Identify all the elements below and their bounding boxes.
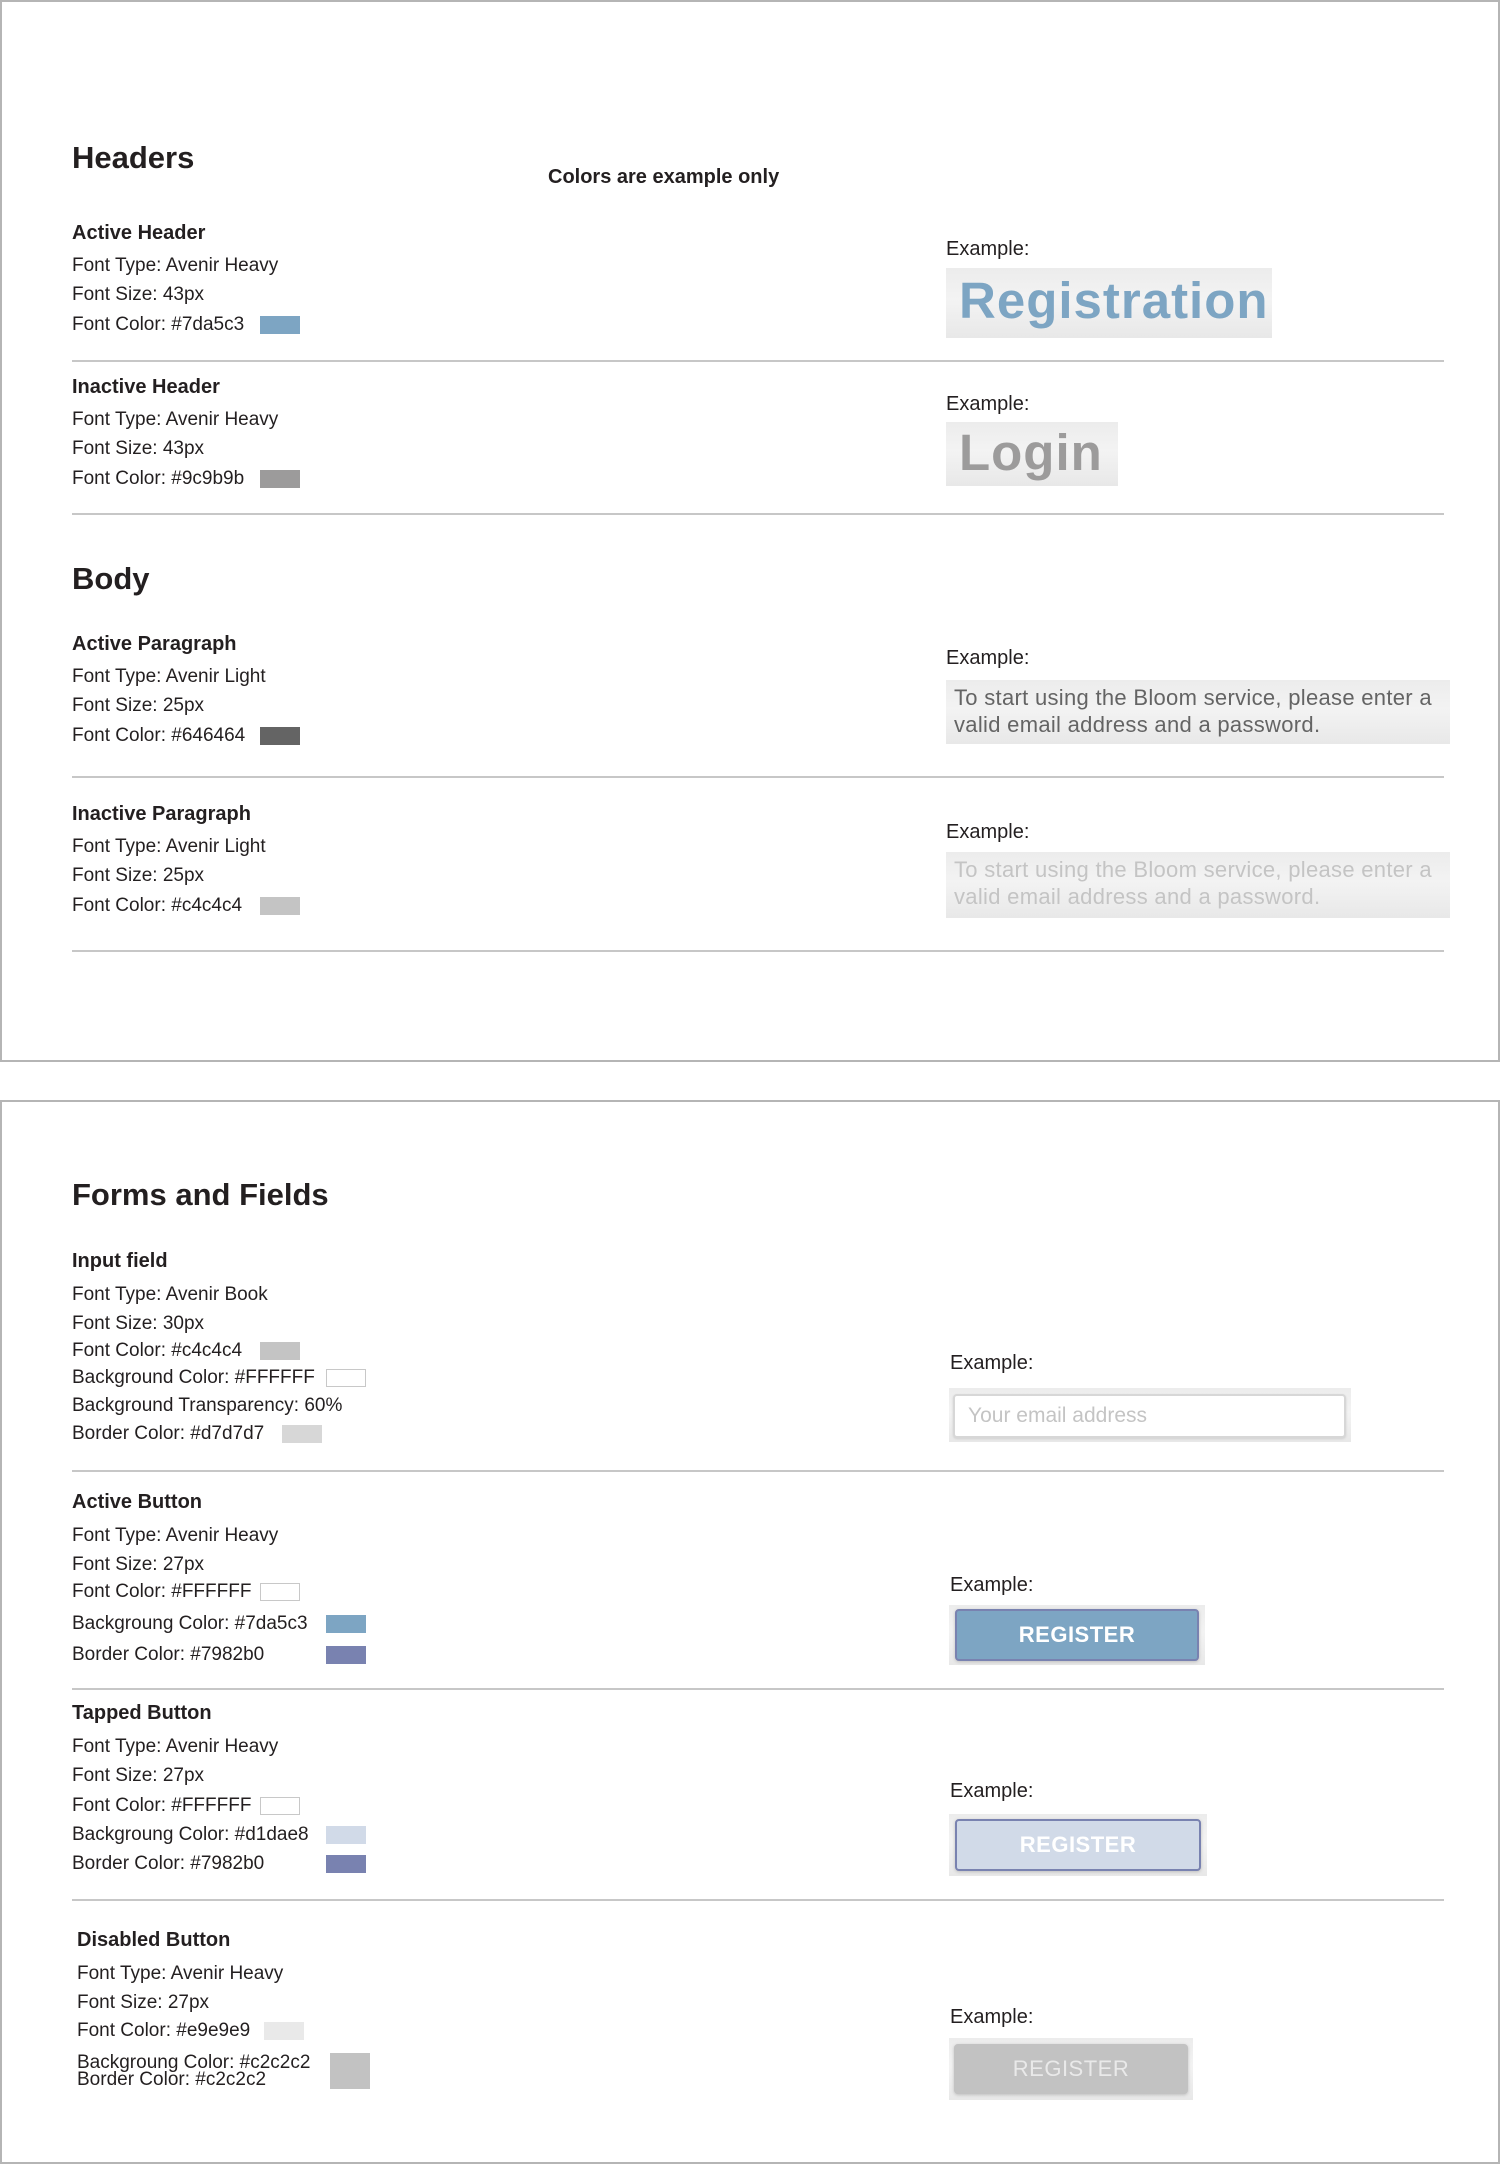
active-paragraph-example xyxy=(946,680,1450,744)
forms-section-title: Forms and Fields xyxy=(72,1177,329,1212)
inactive-paragraph-font-size: Font Size: 25px xyxy=(72,865,205,886)
disabled-button-font-color: Font Color: #e9e9e9 xyxy=(77,2020,251,2041)
active-header-color-swatch xyxy=(260,316,300,334)
input-field-title: Input field xyxy=(72,1250,168,1272)
inactive-paragraph-font-type: Font Type: Avenir Light xyxy=(72,836,266,857)
divider xyxy=(72,1899,1444,1901)
input-transparency: Background Transparency: 60% xyxy=(72,1395,343,1416)
headers-section-title: Headers xyxy=(72,140,195,175)
example-line-1: To start using the Bloom service, please enter a xyxy=(954,685,1432,710)
inactive-paragraph-font-color: Font Color: #c4c4c4 xyxy=(72,895,243,916)
input-bg-color: Background Color: #FFFFFF xyxy=(72,1367,315,1388)
active-paragraph-font-color: Font Color: #646464 xyxy=(72,725,246,746)
register-button-disabled: REGISTER xyxy=(954,2044,1188,2094)
divider xyxy=(72,513,1444,515)
disabled-button-font-color-swatch xyxy=(264,2022,304,2040)
active-button-bg-color-swatch xyxy=(326,1615,366,1633)
active-button-example-label: Example: xyxy=(950,1574,1034,1596)
disabled-button-border-color: Border Color: #c2c2c2 xyxy=(77,2069,267,2090)
tapped-button-bg-color-swatch xyxy=(326,1826,366,1844)
input-example-label: Example: xyxy=(950,1352,1034,1374)
inactive-paragraph-example xyxy=(946,852,1450,918)
disabled-button-bg-color: Backgroung Color: #c2c2c2 xyxy=(77,2052,311,2073)
tapped-button-border-color: Border Color: #7982b0 xyxy=(72,1853,265,1874)
active-button-font-type: Font Type: Avenir Heavy xyxy=(72,1525,279,1546)
input-font-size: Font Size: 30px xyxy=(72,1313,205,1334)
tapped-button-bg-color: Backgroung Color: #d1dae8 xyxy=(72,1824,309,1845)
active-paragraph-font-size: Font Size: 25px xyxy=(72,695,205,716)
tapped-button-border-color-swatch xyxy=(326,1855,366,1873)
register-button-tapped[interactable]: REGISTER xyxy=(955,1819,1201,1871)
disabled-button-bg-color-swatch xyxy=(330,2053,370,2089)
email-input[interactable]: Your email address xyxy=(953,1394,1346,1438)
tapped-button-example-label: Example: xyxy=(950,1780,1034,1802)
inactive-header-title: Inactive Header xyxy=(72,376,220,398)
active-header-title: Active Header xyxy=(72,222,206,244)
body-section-title: Body xyxy=(72,561,150,596)
disabled-button-example-label: Example: xyxy=(950,2006,1034,2028)
active-header-font-size: Font Size: 43px xyxy=(72,284,205,305)
divider xyxy=(72,950,1444,952)
inactive-paragraph-example-label: Example: xyxy=(946,821,1030,843)
active-button-font-size: Font Size: 27px xyxy=(72,1554,205,1575)
disabled-button-title: Disabled Button xyxy=(77,1929,231,1951)
register-button-active[interactable]: REGISTER xyxy=(955,1609,1199,1661)
active-button-font-color: Font Color: #FFFFFF xyxy=(72,1581,252,1602)
active-paragraph-font-type: Font Type: Avenir Light xyxy=(72,666,266,687)
active-header-example-label: Example: xyxy=(946,238,1030,260)
input-font-type: Font Type: Avenir Book xyxy=(72,1284,268,1305)
example-line-2: valid email address and a password. xyxy=(954,884,1321,909)
active-button-title: Active Button xyxy=(72,1491,202,1513)
active-paragraph-example-label: Example: xyxy=(946,647,1030,669)
divider xyxy=(72,1688,1444,1690)
input-bg-color-swatch xyxy=(326,1369,366,1387)
example-line-2: valid email address and a password. xyxy=(954,712,1321,737)
active-header-font-color: Font Color: #7da5c3 xyxy=(72,314,245,335)
active-button-border-color-swatch xyxy=(326,1646,366,1664)
disabled-button-font-size: Font Size: 27px xyxy=(77,1992,210,2013)
active-header-font-type: Font Type: Avenir Heavy xyxy=(72,255,279,276)
inactive-paragraph-title: Inactive Paragraph xyxy=(72,803,251,825)
input-font-color-swatch xyxy=(260,1342,300,1360)
inactive-header-font-size: Font Size: 43px xyxy=(72,438,205,459)
divider xyxy=(72,1470,1444,1472)
colors-note: Colors are example only xyxy=(548,166,780,188)
active-button-bg-color: Backgroung Color: #7da5c3 xyxy=(72,1613,308,1634)
active-paragraph-title: Active Paragraph xyxy=(72,633,237,655)
input-border-color-swatch xyxy=(282,1425,322,1443)
inactive-header-example: Login xyxy=(946,422,1118,486)
disabled-button-font-type: Font Type: Avenir Heavy xyxy=(77,1963,284,1984)
inactive-paragraph-color-swatch xyxy=(260,897,300,915)
inactive-header-color-swatch xyxy=(260,470,300,488)
tapped-button-font-type: Font Type: Avenir Heavy xyxy=(72,1736,279,1757)
active-paragraph-color-swatch xyxy=(260,727,300,745)
input-font-color: Font Color: #c4c4c4 xyxy=(72,1340,243,1361)
active-header-example: Registration xyxy=(946,268,1272,338)
inactive-header-example-label: Example: xyxy=(946,393,1030,415)
inactive-header-font-type: Font Type: Avenir Heavy xyxy=(72,409,279,430)
tapped-button-title: Tapped Button xyxy=(72,1702,212,1724)
tapped-button-font-color-swatch xyxy=(260,1797,300,1815)
tapped-button-font-color: Font Color: #FFFFFF xyxy=(72,1795,252,1816)
active-button-border-color: Border Color: #7982b0 xyxy=(72,1644,265,1665)
divider xyxy=(72,360,1444,362)
divider xyxy=(72,776,1444,778)
input-border-color: Border Color: #d7d7d7 xyxy=(72,1423,265,1444)
tapped-button-font-size: Font Size: 27px xyxy=(72,1765,205,1786)
example-line-1: To start using the Bloom service, please enter a xyxy=(954,857,1432,882)
inactive-header-font-color: Font Color: #9c9b9b xyxy=(72,468,245,489)
active-button-font-color-swatch xyxy=(260,1583,300,1601)
